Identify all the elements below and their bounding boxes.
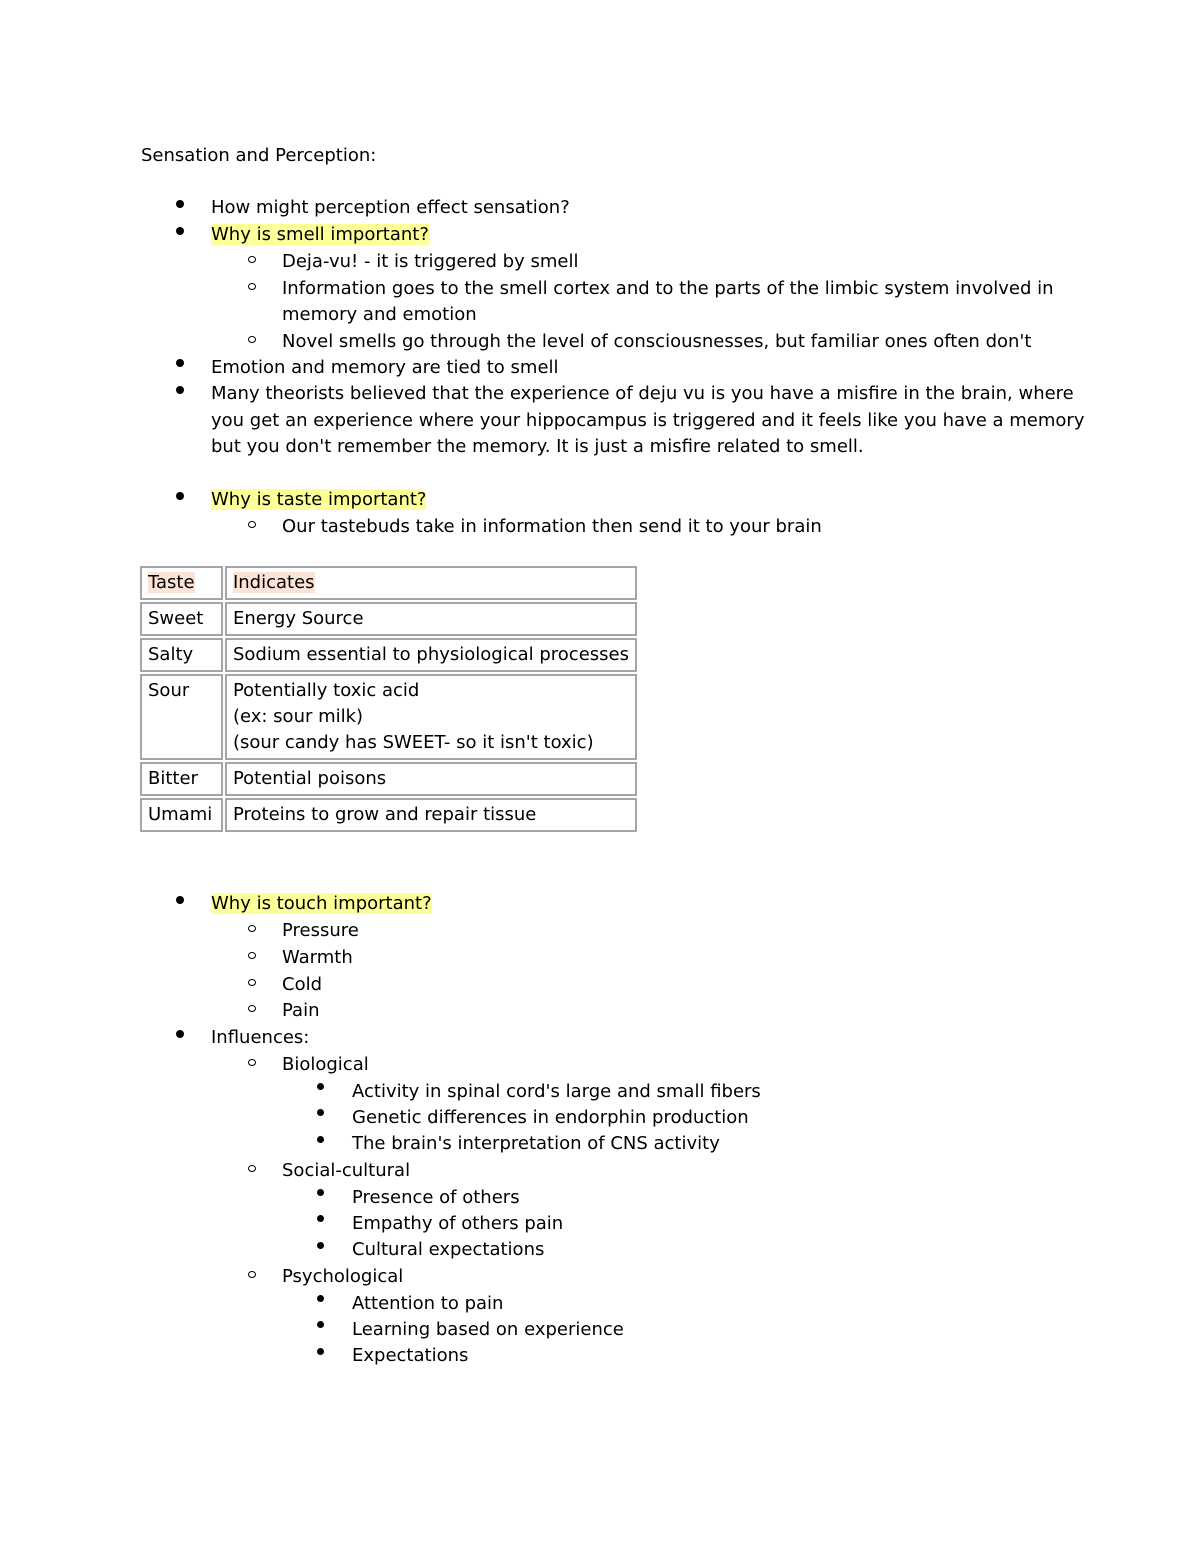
table-row bbox=[140, 638, 637, 672]
list-item: Cold bbox=[282, 974, 323, 995]
bullet-dot-small bbox=[317, 1295, 324, 1302]
bullet-dot-small bbox=[317, 1083, 324, 1090]
list-item: Our tastebuds take in information then send it to your brain bbox=[282, 516, 822, 537]
cell-line: (ex: sour milk) bbox=[232, 706, 364, 727]
bullet-circle bbox=[248, 256, 256, 263]
list-item: Information goes to the smell cortex and to the parts of the limbic system involved in bbox=[282, 278, 1054, 299]
table-cell-taste: Umami bbox=[140, 798, 223, 832]
list-item: Activity in spinal cord's large and small fibers bbox=[352, 1081, 761, 1102]
list-item: Warmth bbox=[282, 947, 353, 968]
table-row bbox=[140, 602, 637, 636]
cell-line: (sour candy has SWEET- so it isn't toxic) bbox=[232, 732, 594, 753]
list-item: Deja-vu! - it is triggered by smell bbox=[282, 251, 579, 272]
list-item: Many theorists believed that the experience of deju vu is you have a misfire in the brain, where bbox=[211, 383, 1074, 404]
highlighted-question: Why is smell important? bbox=[211, 224, 429, 245]
list-item: Influences: bbox=[211, 1027, 310, 1048]
list-item: Psychological bbox=[282, 1266, 404, 1287]
table-header-indicates: Indicates bbox=[232, 572, 315, 593]
highlighted-question: Why is taste important? bbox=[211, 489, 427, 510]
bullet-circle bbox=[248, 336, 256, 343]
bullet-circle bbox=[248, 979, 256, 986]
bullet-dot-small bbox=[317, 1348, 324, 1355]
table-cell-indicates: Energy Source bbox=[225, 602, 637, 636]
bullet-dot bbox=[176, 1030, 184, 1038]
bullet-dot bbox=[176, 227, 184, 235]
table-cell-taste: Salty bbox=[140, 638, 223, 672]
bullet-dot-small bbox=[317, 1189, 324, 1196]
table-cell-indicates: Proteins to grow and repair tissue bbox=[225, 798, 637, 832]
bullet-dot bbox=[176, 492, 184, 500]
table-cell-indicates: Sodium essential to physiological processes bbox=[225, 638, 637, 672]
table-row bbox=[140, 798, 637, 832]
list-item: Cultural expectations bbox=[352, 1239, 545, 1260]
bullet-dot bbox=[176, 386, 184, 394]
bullet-dot-small bbox=[317, 1215, 324, 1222]
list-item: Learning based on experience bbox=[352, 1319, 624, 1340]
list-item: Empathy of others pain bbox=[352, 1213, 564, 1234]
bullet-dot bbox=[176, 896, 184, 904]
bullet-dot-small bbox=[317, 1136, 324, 1143]
list-item: Novel smells go through the level of consciousnesses, but familiar ones often don't bbox=[282, 331, 1032, 352]
page-title: Sensation and Perception: bbox=[141, 145, 377, 166]
bullet-circle bbox=[248, 1271, 256, 1278]
list-item: Attention to pain bbox=[352, 1293, 504, 1314]
list-item: Presence of others bbox=[352, 1187, 520, 1208]
table-cell-taste: Sweet bbox=[140, 602, 223, 636]
highlighted-question: Why is touch important? bbox=[211, 893, 432, 914]
bullet-circle bbox=[248, 952, 256, 959]
table-header-row bbox=[140, 566, 637, 600]
bullet-dot bbox=[176, 359, 184, 367]
list-item: Social-cultural bbox=[282, 1160, 411, 1181]
taste-table bbox=[138, 564, 639, 834]
list-item: Expectations bbox=[352, 1345, 469, 1366]
list-item: Pain bbox=[282, 1000, 320, 1021]
bullet-circle bbox=[248, 1165, 256, 1172]
table-cell-taste: Bitter bbox=[140, 762, 223, 796]
list-item-continuation: memory and emotion bbox=[282, 304, 477, 325]
table-cell-indicates: Potential poisons bbox=[225, 762, 637, 796]
bullet-dot bbox=[176, 200, 184, 208]
list-item: The brain's interpretation of CNS activity bbox=[352, 1133, 720, 1154]
list-item: Biological bbox=[282, 1054, 369, 1075]
list-item: How might perception effect sensation? bbox=[211, 197, 570, 218]
table-header-taste: Taste bbox=[148, 572, 195, 593]
table-row bbox=[140, 674, 637, 760]
bullet-circle bbox=[248, 1059, 256, 1066]
list-item: Emotion and memory are tied to smell bbox=[211, 357, 559, 378]
bullet-dot-small bbox=[317, 1109, 324, 1116]
bullet-circle bbox=[248, 521, 256, 528]
list-item-continuation: you get an experience where your hippocampus is triggered and it feels like you have a memory bbox=[211, 410, 1085, 431]
bullet-circle bbox=[248, 283, 256, 290]
list-item: Pressure bbox=[282, 920, 359, 941]
bullet-dot-small bbox=[317, 1321, 324, 1328]
list-item: Genetic differences in endorphin production bbox=[352, 1107, 749, 1128]
table-row bbox=[140, 762, 637, 796]
table-cell-taste: Sour bbox=[140, 674, 223, 760]
table-cell-indicates bbox=[225, 674, 637, 760]
bullet-circle bbox=[248, 925, 256, 932]
cell-line: Potentially toxic acid bbox=[232, 680, 420, 701]
bullet-circle bbox=[248, 1005, 256, 1012]
bullet-dot-small bbox=[317, 1242, 324, 1249]
list-item-continuation: but you don't remember the memory. It is just a misfire related to smell. bbox=[211, 436, 864, 457]
